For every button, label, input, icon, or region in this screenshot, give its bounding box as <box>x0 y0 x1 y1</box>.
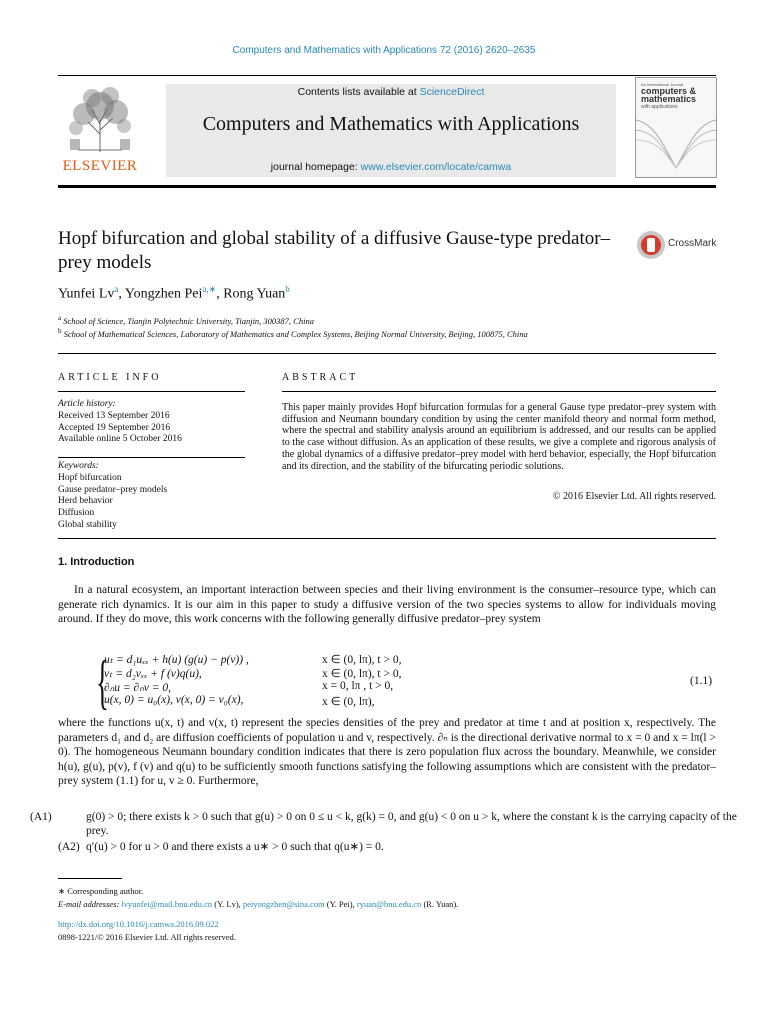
history-accepted: Accepted 19 September 2016 <box>58 422 171 433</box>
assumption-tag: (A1) <box>30 811 52 823</box>
cover-line-2: computers & <box>641 86 697 96</box>
equation-brace: { <box>96 649 109 715</box>
author-affil-sup[interactable]: a <box>114 284 119 294</box>
abstract-text: This paper mainly provides Hopf bifurcation formulas for a general Gause type predator–prey system with diffusion and Neumann boundary condition by using the center manifold theory and normal form method, where the spectral and stability analysis around an equilibrium is addressed, and our results can be applied to the case without diffusion. As an application of these results, we give a complete and rigorous analysis of the global dynamics of a diffusive predator–prey model with herd behavior, especially, the Hopf bifurcation and its direction, and the stability of the bifurcating periodic solutions. <box>282 402 716 472</box>
equation-condition: x ∈ (0, lπ), t > 0, <box>322 654 402 666</box>
footnote-rule <box>58 878 122 879</box>
corresponding-author-note: ∗ Corresponding author. <box>58 886 144 896</box>
author-affil-sup[interactable]: a,∗ <box>202 284 217 294</box>
doi-link[interactable]: http://dx.doi.org/10.1016/j.camwa.2016.09.022 <box>58 919 219 929</box>
email-label: E-mail addresses: <box>58 899 122 909</box>
assumption-item <box>58 840 716 854</box>
author-list: Yunfei Lv$^a$, Yongzhen Pei$^{a,∗}$, Rong Yuan$^b$ <box>58 284 290 302</box>
cover-line-3: mathematics <box>641 94 697 104</box>
journal-title: Computers and Mathematics with Applications <box>202 113 580 135</box>
assumption-text: g(0) > 0; there exists k > 0 such that g(u) > 0 on 0 ≤ u < k, g(k) = 0, and g(u) < 0 on u > k, where the constant k is the carrying capacity of the prey. <box>86 811 737 837</box>
affiliation-sup: b <box>58 327 62 335</box>
abstract-rule <box>282 391 716 392</box>
affiliation <box>58 327 528 339</box>
keyword-item: Gause predator–prey models <box>58 484 168 495</box>
equation-line: ∂ₙu = ∂ₙv = 0, <box>104 682 172 694</box>
email-owner: (Y. Pei), <box>324 899 357 909</box>
author-affil-sup[interactable]: b <box>285 284 290 294</box>
keywords-label: Keywords: <box>58 461 99 471</box>
equation-number: (1.1) <box>690 675 713 687</box>
contents-line <box>166 86 616 98</box>
email-owner: (Y. Lv), <box>212 899 243 909</box>
history-online: Available online 5 October 2016 <box>58 434 182 445</box>
article-info-heading: ARTICLE INFO <box>58 372 162 383</box>
history-received: Received 13 September 2016 <box>58 410 170 421</box>
keyword-item: Global stability <box>58 519 117 530</box>
homepage-line <box>166 161 616 173</box>
abstract-copyright: © 2016 Elsevier Ltd. All rights reserved. <box>552 491 716 502</box>
equation-condition: x ∈ (0, lπ), <box>322 696 375 708</box>
homepage-link[interactable]: www.elsevier.com/locate/camwa <box>360 161 512 173</box>
email-link[interactable]: lvyunfei@mail.bnu.edu.cn <box>121 899 213 909</box>
affiliation-sup: a <box>58 314 62 322</box>
keyword-item: Diffusion <box>58 508 95 519</box>
cover-line-1: An International Journal <box>641 82 684 87</box>
history-label: Article history: <box>58 399 116 409</box>
email-link[interactable]: ryuan@bnu.edu.cn <box>356 899 422 909</box>
intro-paragraph: where the functions u(x, t) and v(x, t) represent the species densities of the prey and predator at time t and at position x, respectively. The parameters d₁ and d₂ are diffusion coefficients of population u and v, respectively. ∂ₙ is the directional derivative normal to x = 0 and x = lπ(l > 0). The homogeneous Neumann boundary condition indicates that there is zero population flux across the boundary. Meanwhile, we consider h(u), g(u), p(v), f (v) and q(u) to be sufficiently smooth functions satisfying the following assumptions which are consistent with the predator–prey system (1.1) for u, v ≥ 0. Furthermore, <box>58 717 716 787</box>
email-addresses <box>58 899 458 909</box>
intro-heading: 1. Introduction <box>58 556 135 568</box>
abstract-heading: ABSTRACT <box>282 372 359 383</box>
affiliation-text: School of Science, Tianjin Polytechnic University, Tianjin, 300387, China <box>63 315 314 326</box>
equation-condition: x = 0, lπ , t > 0, <box>322 680 394 692</box>
article-info-rule <box>58 391 245 392</box>
keywords-rule <box>58 457 245 458</box>
assumption-tag: (A2) <box>58 841 80 853</box>
article-history <box>58 399 182 446</box>
equation-line: uₜ = d₁uₓₓ + h(u) (g(u) − p(v)) , <box>104 654 249 666</box>
cover-line-4: with applications <box>641 104 678 110</box>
email-owner: (R. Yuan). <box>421 899 459 909</box>
author-name[interactable]: Rong Yuan <box>223 286 286 302</box>
equation-line: vₜ = d₂vₓₓ + f (v)q(u), <box>104 668 202 680</box>
header-bottom-rule <box>58 185 716 188</box>
paper-title: Hopf bifurcation and global stability of a diffusive Gause-type predator–prey models <box>58 228 611 273</box>
publisher-name: ELSEVIER <box>62 158 138 174</box>
affiliation <box>58 314 314 326</box>
assumption-item <box>30 810 744 838</box>
keyword-item: Hopf bifurcation <box>58 472 122 483</box>
keywords <box>58 461 167 532</box>
crossmark-label[interactable]: CrossMark <box>668 238 717 249</box>
cover-art <box>636 110 716 170</box>
header-top-rule <box>58 75 716 76</box>
sciencedirect-link[interactable]: ScienceDirect <box>419 86 485 98</box>
equation-condition: x ∈ (0, lπ), t > 0, <box>322 668 402 680</box>
author-name[interactable]: Yunfei Lv <box>58 286 115 302</box>
section-divider <box>58 353 716 354</box>
homepage-prefix: journal homepage: <box>270 161 361 173</box>
affiliation-text: School of Mathematical Sciences, Laboratory of Mathematics and Complex Systems, Beijing Normal University, Beijing, 100875, China <box>63 328 528 339</box>
keyword-item: Herd behavior <box>58 496 113 507</box>
assumption-text: q′(u) > 0 for u > 0 and there exists a u∗ > 0 such that q(u∗) = 0. <box>86 841 384 853</box>
journal-cover-image <box>635 77 717 178</box>
email-link[interactable]: peiyongzhen@sina.com <box>242 899 325 909</box>
contents-prefix: Contents lists available at <box>297 86 420 98</box>
author-name[interactable]: Yongzhen Pei <box>124 286 203 302</box>
journal-citation[interactable]: Computers and Mathematics with Applications 72 (2016) 2620–2635 <box>232 45 536 56</box>
elsevier-tree-logo <box>58 84 142 154</box>
section-divider <box>58 538 716 539</box>
equation-line: u(x, 0) = u₀(x), v(x, 0) = v₀(x), <box>104 694 244 706</box>
issn-line: 0898-1221/© 2016 Elsevier Ltd. All rights reserved. <box>58 932 236 942</box>
intro-paragraph: In a natural ecosystem, an important interaction between species and their living environment is the consumer–resource type, which can generate rich dynamics. It is our aim in this paper to study a diffusive version of the two species systems to allow for individuals moving around. If they do move, this work concerns with the following generally diffusive predator–prey system <box>58 584 716 625</box>
